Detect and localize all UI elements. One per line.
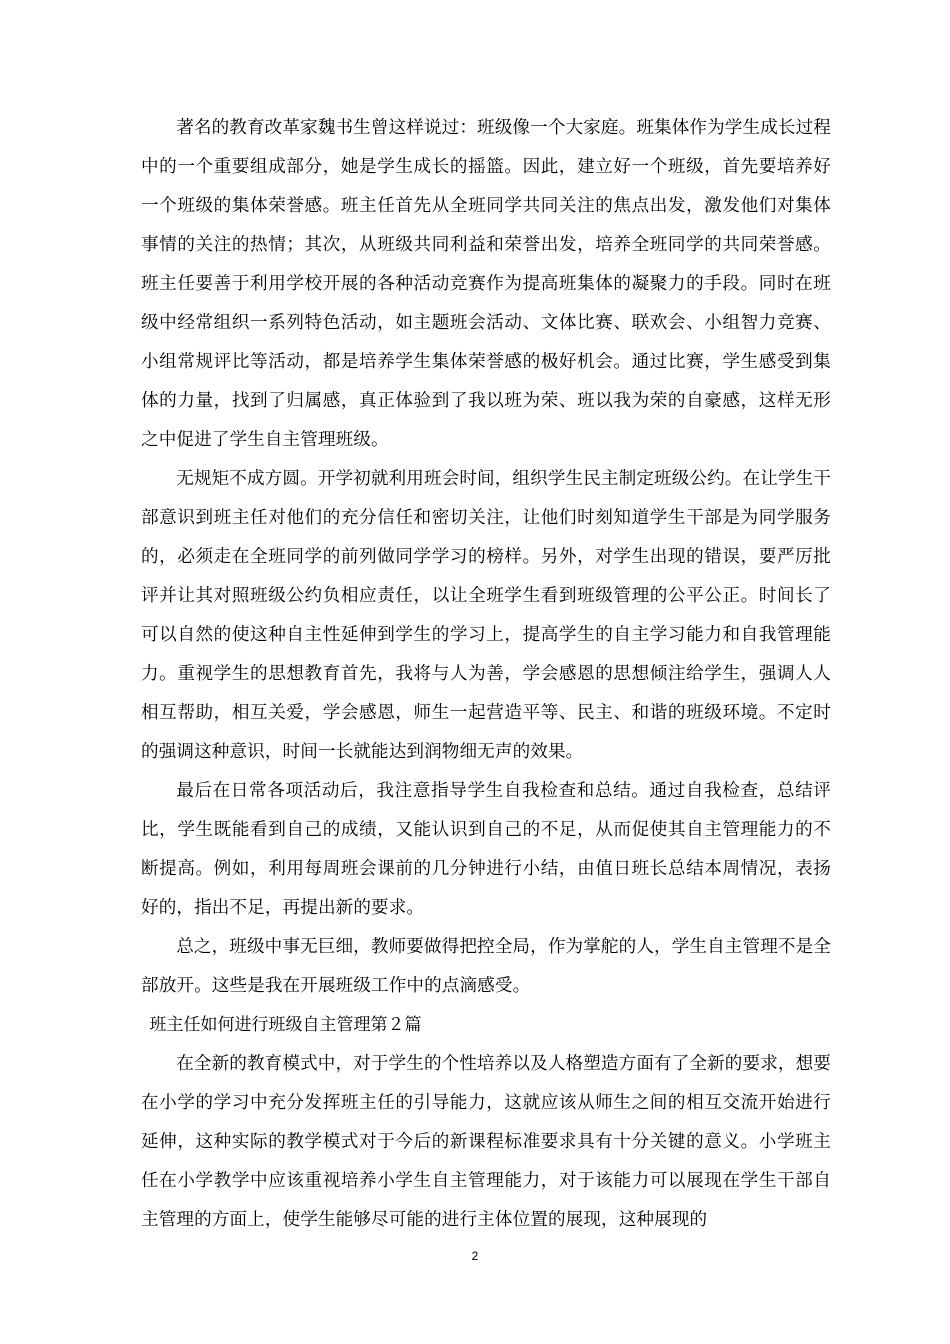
page-number: 2 [471,1249,479,1263]
section-heading: 班主任如何进行班级自主管理第２篇 [149,1015,422,1035]
body-paragraph-4: 总之，班级中事无巨细，教师要做得把控全局，作为掌舵的人，学生自主管理不是全部放开。这些是我在开展班级工作中的点滴感受。 [141,937,831,996]
body-paragraph-1: 著名的教育改革家魏书生曾这样说过：班级像一个大家庭。班集体作为学生成长过程中的一个重要组成部分，她是学生成长的摇篮。因此，建立好一个班级，首先要培养好一个班级的集体荣誉感。班主任首先从全班同学共同关注的焦点出发，激发他们对集体事情的关注的热情；其次，从班级共同利益和荣誉出发，培养全班同学的共同荣誉感。班主任要善于利用学校开展的各种活动竞赛作为提高班集体的凝聚力的手段。同时在班级中经常组织一系列特色活动，如主题班会活动、文体比赛、联欢会、小组智力竞赛、小组常规评比等活动，都是培养学生集体荣誉感的极好机会。通过比赛，学生感受到集体的力量，找到了归属感，真正体验到了我以班为荣、班以我为荣的自豪感，这样无形之中促进了学生自主管理班级。 [141,118,831,450]
body-paragraph-2: 无规矩不成方圆。开学初就利用班会时间，组织学生民主制定班级公约。在让学生干部意识到班主任对他们的充分信任和密切关注，让他们时刻知道学生干部是为同学服务的，必须走在全班同学的前列做同学学习的榜样。另外，对学生出现的错误，要严厉批评并让其对照班级公约负相应责任，以让全班学生看到班级管理的公平公正。时间长了可以自然的使这种自主性延伸到学生的学习上，提高学生的自主学习能力和自我管理能力。重视学生的思想教育首先，我将与人为善，学会感恩的思想倾注给学生，强调人人相互帮助，相互关爱，学会感恩，师生一起营造平等、民主、和谐的班级环境。不定时的强调这种意识，时间一长就能达到润物细无声的效果。 [141,469,831,762]
section-paragraph-1: 在全新的教育模式中，对于学生的个性培养以及人格塑造方面有了全新的要求，想要在小学的学习中充分发挥班主任的引导能力，这就应该从师生之间的相互交流开始进行延伸，这种实际的教学模式对于今后的新课程标准要求具有十分关键的意义。小学班主任在小学教学中应该重视培养小学生自主管理能力，对于该能力可以展现在学生干部自主管理的方面上，使学生能够尽可能的进行主体位置的展现，这种展现的 [141,1054,831,1230]
document-body [141,109,831,1240]
body-paragraph-3: 最后在日常各项活动后，我注意指导学生自我检查和总结。通过自我检查，总结评比，学生既能看到自己的成绩，又能认识到自己的不足，从而促使其自主管理能力的不断提高。例如，利用每周班会课前的几分钟进行小结，由值日班长总结本周情况，表扬好的，指出不足，再提出新的要求。 [141,781,831,918]
